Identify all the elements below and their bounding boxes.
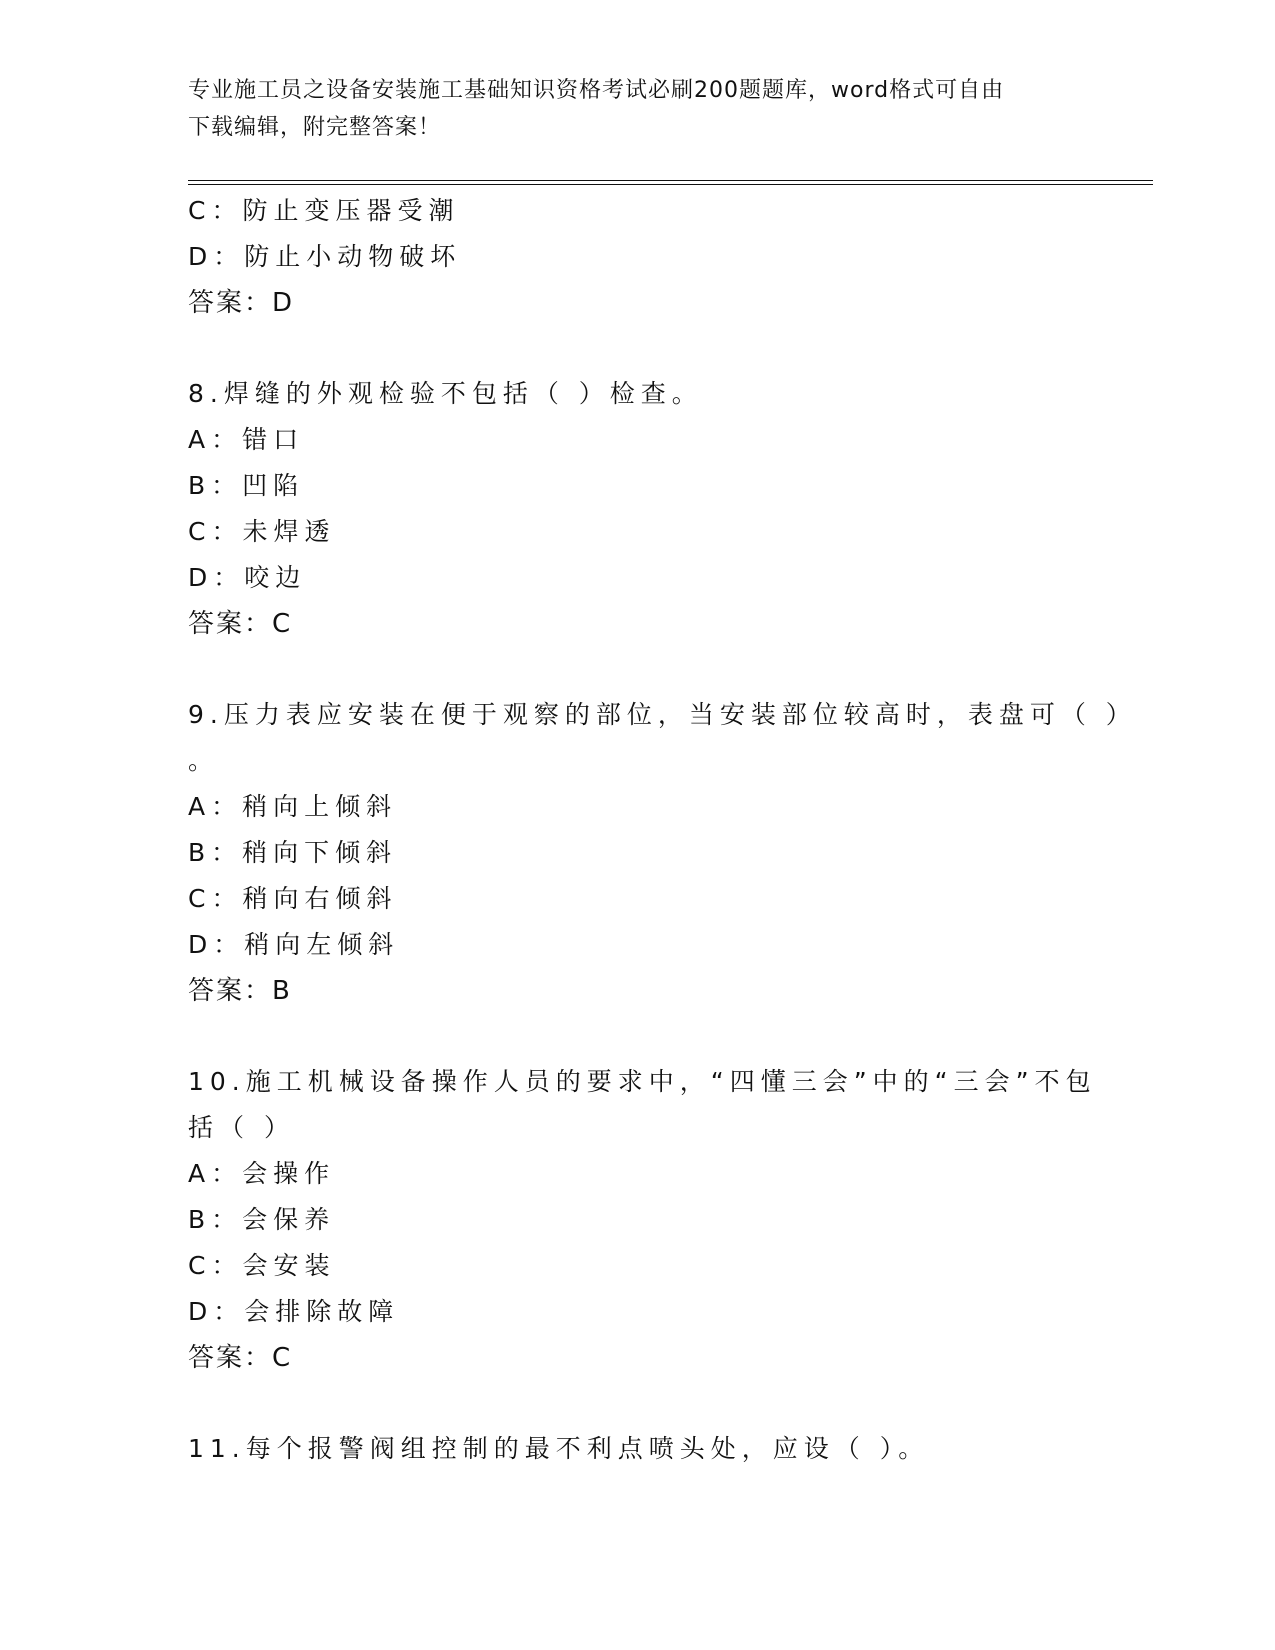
option-d: D：会排除故障 — [188, 1297, 400, 1326]
answer-line: 答案：C — [188, 609, 293, 639]
answer-line: 答案：C — [188, 1343, 293, 1373]
question-stem: 8.焊缝的外观检验不包括（ ）检查。 — [188, 379, 703, 408]
header-line-2: 下载编辑，附完整答案！ — [188, 115, 442, 140]
option-d: D：稍向左倾斜 — [188, 930, 400, 959]
option-a: A：会操作 — [188, 1159, 336, 1188]
header-divider-top — [188, 180, 1153, 181]
header-divider-bottom — [188, 184, 1153, 185]
document-header — [188, 72, 1068, 146]
spacer — [188, 1014, 1088, 1059]
question-stem-continued: 括（ ） — [188, 1113, 295, 1142]
question-prev — [188, 188, 1088, 326]
question-9 — [188, 692, 1137, 1014]
spacer — [188, 647, 1088, 692]
option-b: B：稍向下倾斜 — [188, 838, 398, 867]
answer-line: 答案：B — [188, 976, 292, 1006]
question-list — [188, 188, 1137, 1472]
question-stem: 11.每个报警阀组控制的最不利点喷头处，应设（ ）。 — [188, 1434, 930, 1463]
option-b: B：凹陷 — [188, 471, 305, 500]
question-11 — [188, 1426, 1088, 1472]
question-stem: 9.压力表应安装在便于观察的部位，当安装部位较高时，表盘可（ ） — [188, 700, 1137, 729]
option-d: D：咬边 — [188, 563, 307, 592]
spacer — [188, 1381, 1088, 1426]
spacer — [188, 326, 1088, 371]
option-c: C：防止变压器受潮 — [188, 196, 460, 225]
option-a: A：稍向上倾斜 — [188, 792, 398, 821]
option-a: A：错口 — [188, 425, 305, 454]
option-b: B：会保养 — [188, 1205, 336, 1234]
option-c: C：稍向右倾斜 — [188, 884, 398, 913]
question-8 — [188, 371, 1088, 647]
option-c: C：未焊透 — [188, 517, 336, 546]
answer-line: 答案：D — [188, 288, 295, 318]
question-stem: 10.施工机械设备操作人员的要求中，“四懂三会”中的“三会”不包 — [188, 1067, 1097, 1096]
header-line-1: 专业施工员之设备安装施工基础知识资格考试必刷200题题库，word格式可自由 — [188, 78, 1005, 103]
question-stem-continued: 。 — [188, 746, 220, 775]
option-d: D：防止小动物破坏 — [188, 242, 462, 271]
option-c: C：会安装 — [188, 1251, 336, 1280]
question-10 — [188, 1059, 1097, 1381]
